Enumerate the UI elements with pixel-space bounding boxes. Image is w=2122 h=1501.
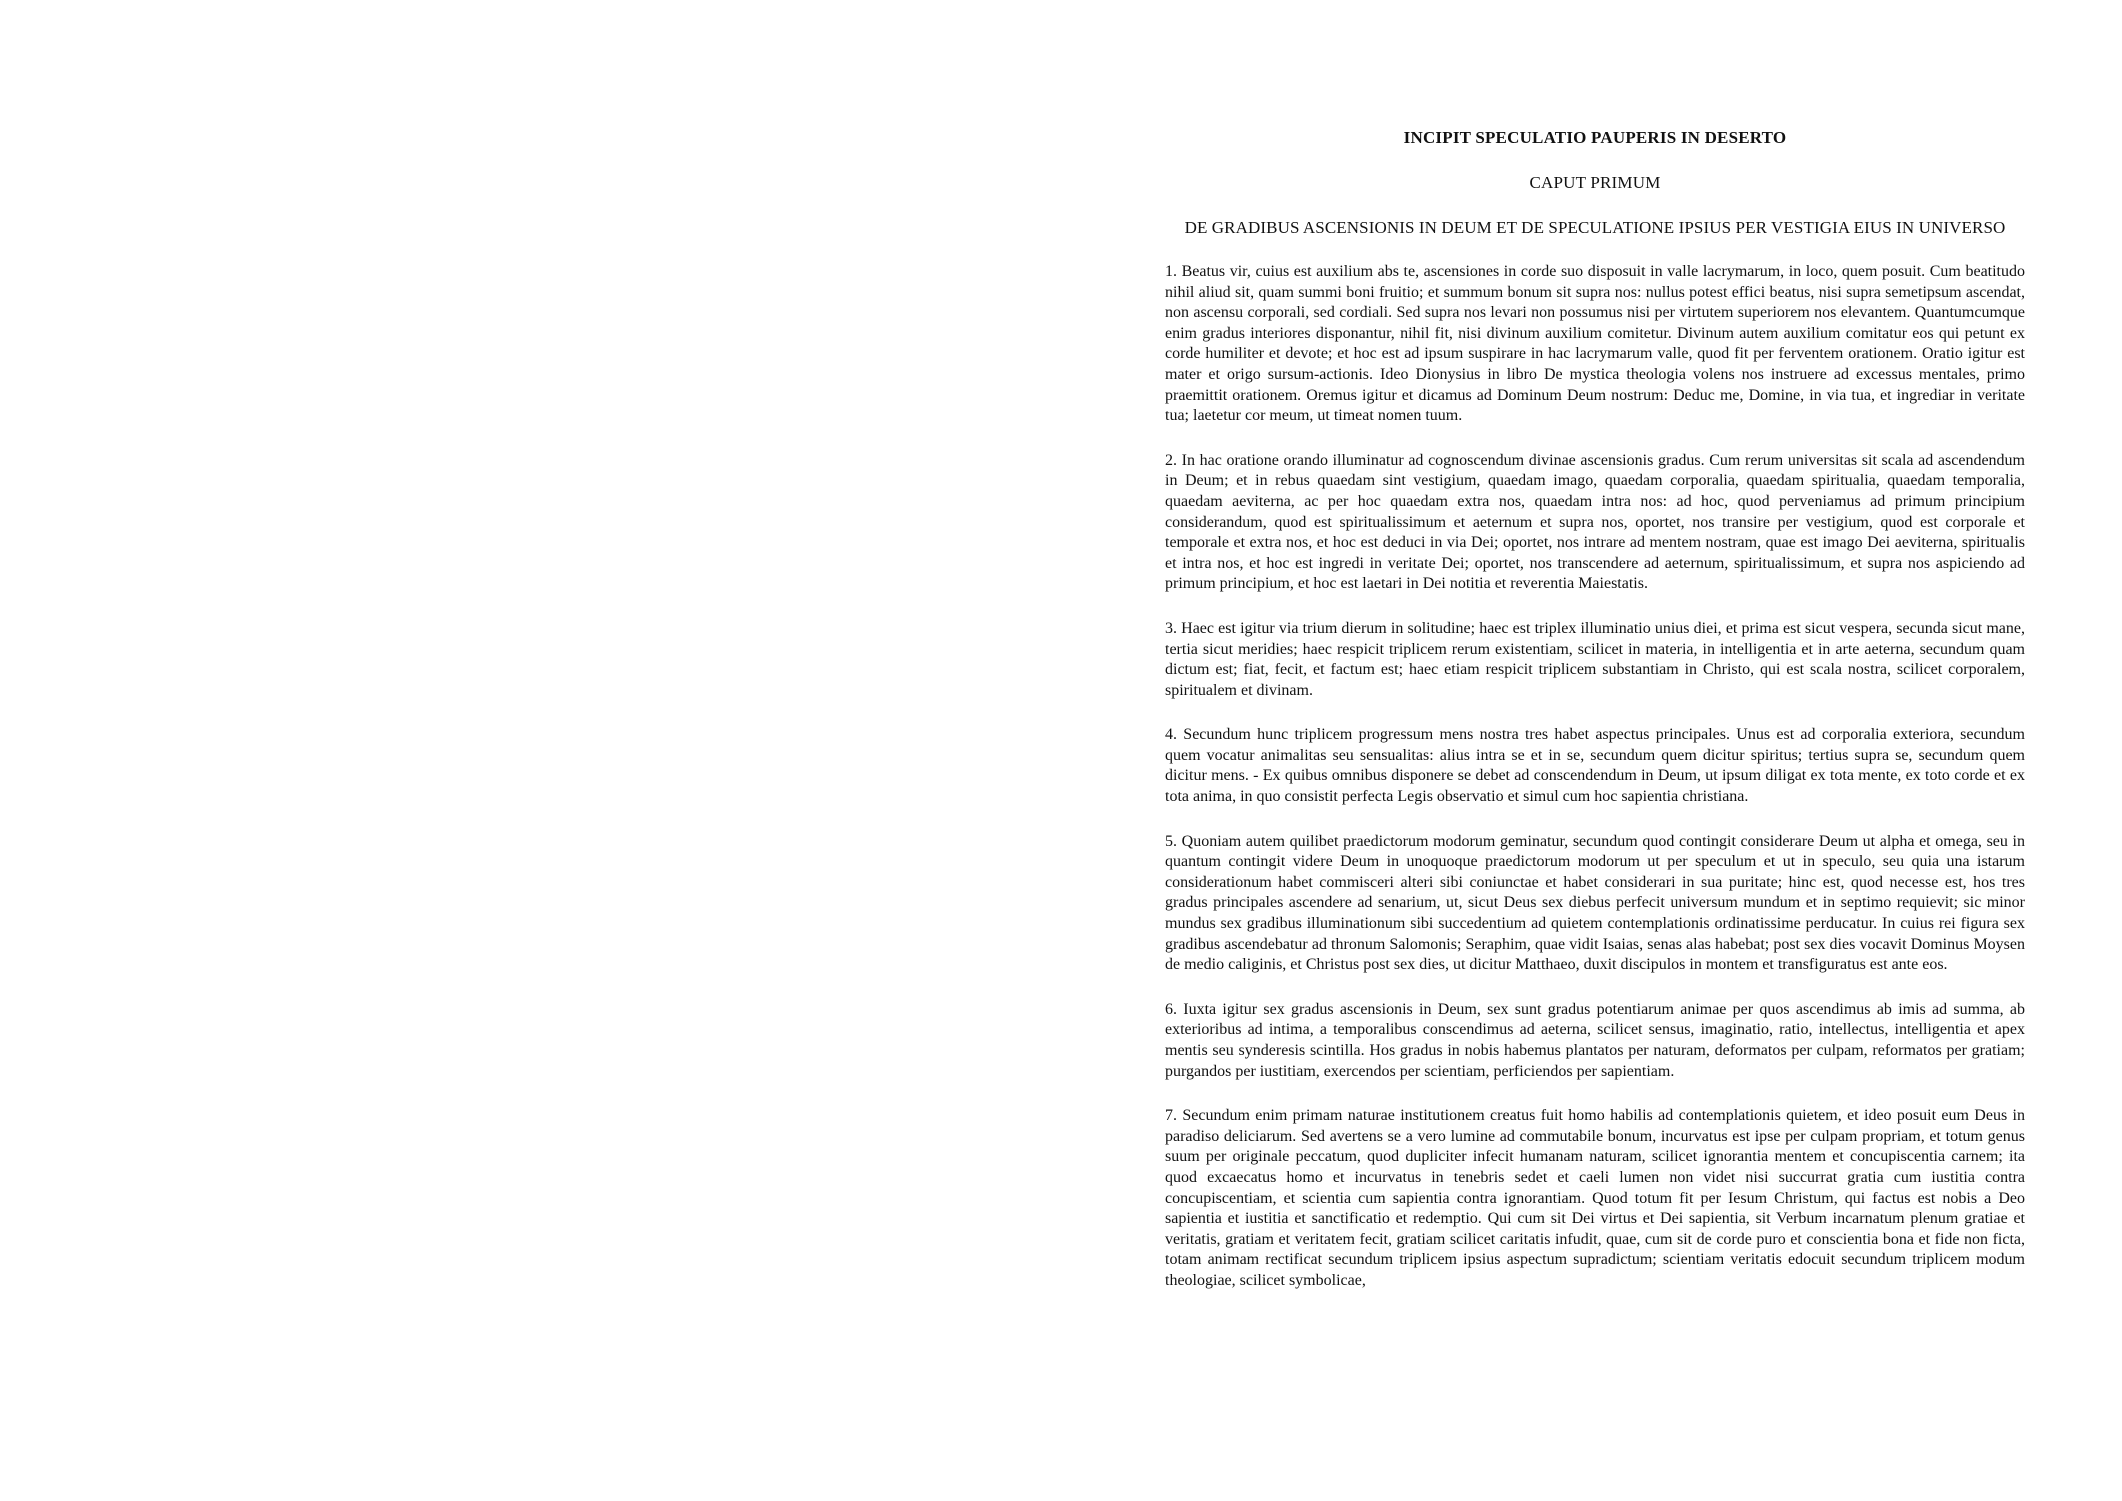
- chapter-heading: DE GRADIBUS ASCENSIONIS IN DEUM ET DE SPECULATIONE IPSIUS PER VESTIGIA EIUS IN UNIVERSO: [1184, 218, 2006, 237]
- chapter-subtitle: CAPUT PRIMUM: [1529, 173, 1661, 192]
- document-title: INCIPIT SPECULATIO PAUPERIS IN DESERTO: [1403, 128, 1787, 147]
- paragraph-5: 5. Quoniam autem quilibet praedictorum modorum geminatur, secundum quod contingit considerare Deum ut alpha et omega, seu in quantum contingit videre Deum in unoquoque praedictorum modorum ut per speculum et ut in speculo, seu quia una istarum considerationum habet commisceri alteri sibi coniunctae et habet considerari in sua puritate; hinc est, quod necesse est, hos tres gradus principales ascendere ad senarium, ut, sicut Deus sex diebus perfecit universum mundum et in septimo requievit; sic minor mundus sex gradibus illuminationum sibi succedentium ad quietem contemplationis ordinatissime perducatur. In cuius rei figura sex gradibus ascendebatur ad thronum Salomonis; Seraphim, quae vidit Isaias, senas alas habebat; post sex dies vocavit Dominus Moysen de medio caliginis, et Christus post sex dies, ut dicitur Matthaeo, duxit discipulos in montem et transfiguratus est ante eos.: [1165, 832, 2025, 974]
- paragraph-4: 4. Secundum hunc triplicem progressum mens nostra tres habet aspectus principales. Unus est ad corporalia exteriora, secundum quem vocatur animalitas seu sensualitas: alius intra se et in se, secundum quem dicitur spiritus; tertius supra se, secundum quem dicitur mens. - Ex quibus omnibus disponere se debet ad conscendendum in Deum, ut ipsum diligat ex tota mente, ex toto corde et ex tota anima, in quo consistit perfecta Legis observatio et simul cum hoc sapientia christiana.: [1165, 726, 2025, 806]
- paragraph-7: 7. Secundum enim primam naturae institutionem creatus fuit homo habilis ad contemplationis quietem, et ideo posuit eum Deus in paradiso deliciarum. Sed avertens se a vero lumine ad commutabile bonum, incurvatus est ipse per culpam propriam, et totum genus suum per originale peccatum, quod dupliciter infecit humanam naturam, scilicet ignorantia mentem et concupiscentia carnem; ita quod excaecatus homo et incurvatus in tenebris sedet et caeli lumen non videt nisi succurrat gratia cum iustitia contra concupiscentiam, et scientia cum sapientia contra ignorantiam. Quod totum fit per Iesum Christum, qui factus est nobis a Deo sapientia et iustitia et sanctificatio et redemptio. Qui cum sit Dei virtus et Dei sapientia, sit Verbum incarnatum plenum gratiae et veritatis, gratiam et veritatem fecit, gratiam scilicet caritatis infudit, quae, cum sit de corde puro et conscientia bona et fide non ficta, totam animam rectificat secundum triplicem ipsius aspectum supradictum; scientiam veritatis edocuit secundum triplicem modum theologiae, scilicet symbolicae,: [1165, 1107, 2025, 1289]
- right-text-page: [1061, 0, 2122, 1501]
- paragraph-2: 2. In hac oratione orando illuminatur ad cognoscendum divinae ascensionis gradus. Cum rerum universitas sit scala ad ascendendum in Deum; et in rebus quaedam sint vestigium, quaedam imago, quaedam corporalia, quaedam spiritualia, quaedam temporalia, quaedam aeviterna, ac per hoc quaedam extra nos, quaedam intra nos: ad hoc, quod perveniamus ad primum principium considerandum, quod est spiritualissimum et aeternum et supra nos, oportet, nos transire per vestigium, quod est corporale et temporale et extra nos, et hoc est deduci in via Dei; oportet, nos intrare ad mentem nostram, quae est imago Dei aeviterna, spiritualis et intra nos, et hoc est ingredi in veritate Dei; oportet, nos transcendere ad aeternum, spiritualissimum, et supra nos aspiciendo ad primum principium, et hoc est laetari in Dei notitia et reverentia Maiestatis.: [1165, 451, 2025, 593]
- paragraph-3: 3. Haec est igitur via trium dierum in solitudine; haec est triplex illuminatio unius diei, et prima est sicut vespera, secunda sicut mane, tertia sicut meridies; haec respicit triplicem rerum existentiam, scilicet in materia, in intelligentia et in arte aeterna, secundum quam dictum est; fiat, fecit, et factum est; haec etiam respicit triplicem substantiam in Christo, qui est scala nostra, scilicet corporalem, spiritualem et divinam.: [1165, 619, 2025, 699]
- paragraph-1: 1. Beatus vir, cuius est auxilium abs te, ascensiones in corde suo disposuit in valle lacrymarum, in loco, quem posuit. Cum beatitudo nihil aliud sit, quam summi boni fruitio; et summum bonum sit supra nos: nullus potest effici beatus, nisi supra semetipsum ascendat, non ascensu corporali, sed cordiali. Sed supra nos levari non possumus nisi per virtutem superiorem nos elevantem. Quantumcumque enim gradus interiores disponantur, nihil fit, nisi divinum auxilium comitetur. Divinum autem auxilium comitatur eos qui petunt ex corde humiliter et devote; et hoc est ad ipsum suspirare in hac lacrymarum valle, quod fit per ferventem orationem. Oratio igitur est mater et origo sursum-actionis. Ideo Dionysius in libro De mystica theologia volens nos instruere ad excessus mentales, primo praemittit orationem. Oremus igitur et dicamus ad Dominum Deum nostrum: Deduc me, Domine, in via tua, et ingrediar in veritate tua; laetetur cor meum, ut timeat nomen tuum.: [1165, 263, 2025, 425]
- text-column: [1165, 128, 2025, 1316]
- paragraph-6: 6. Iuxta igitur sex gradus ascensionis in Deum, sex sunt gradus potentiarum animae per quos ascendimus ab imis ad summa, ab exterioribus ad intima, a temporalibus conscendimus ad aeterna, scilicet sensus, imaginatio, ratio, intellectus, intelligentia et apex mentis seu synderesis scintilla. Hos gradus in nobis habemus plantatos per naturam, deformatos per culpam, reformatos per gratiam; purgandos per iustitiam, exercendos per scientiam, perficiendos per sapientiam.: [1165, 1000, 2025, 1080]
